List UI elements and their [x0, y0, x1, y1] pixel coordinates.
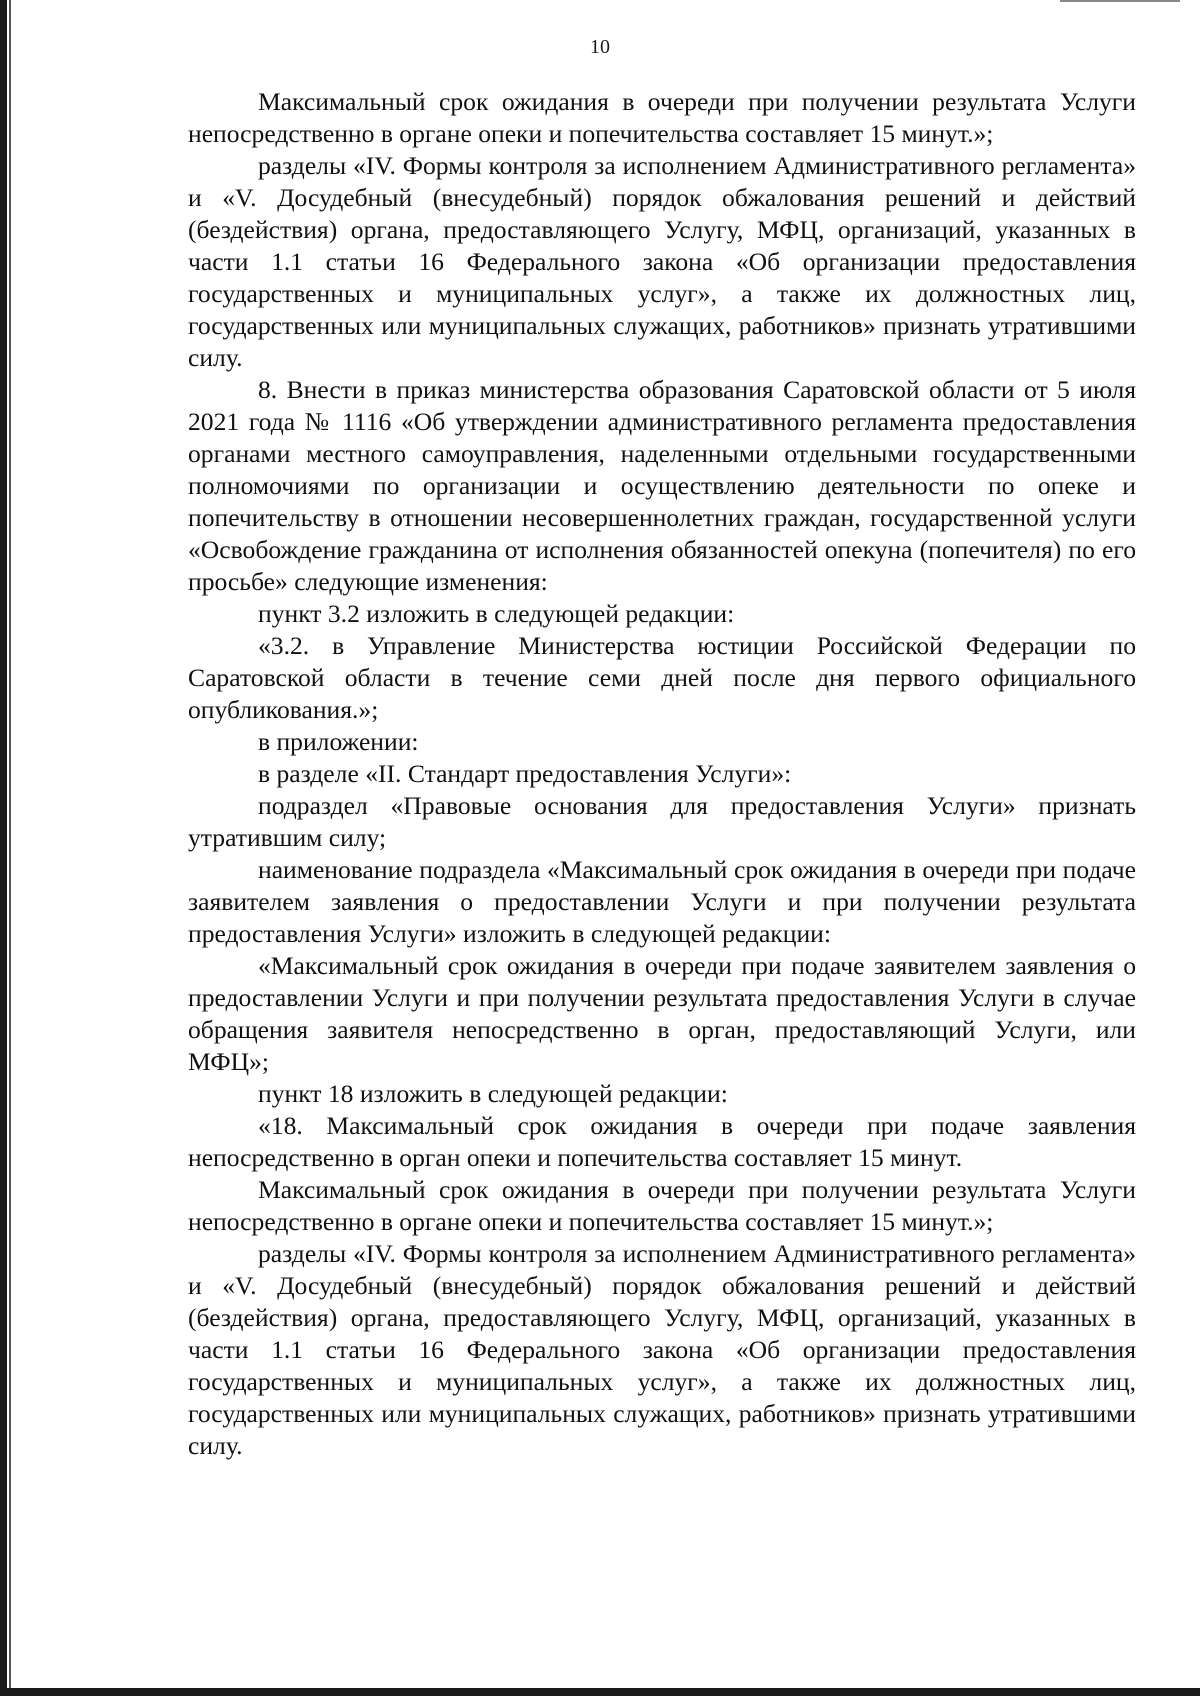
- paragraph: «18. Максимальный срок ожидания в очереди при подаче заявления непосредственно в орган опеки и попечительства составляет 15 минут.: [188, 1111, 1136, 1172]
- scan-border-left: [0, 0, 7, 1696]
- page-number: 10: [590, 36, 610, 58]
- paragraph: наименование подраздела «Максимальный срок ожидания в очереди при подаче заявителем заявления о предоставлении Услуги и при получении результата предоставления Услуги» изложить в следующей редакции:: [188, 855, 1136, 948]
- scan-border-bottom: [0, 1688, 1200, 1696]
- paragraph: подраздел «Правовые основания для предоставления Услуги» признать утратившим силу;: [188, 791, 1136, 852]
- paragraph: «Максимальный срок ожидания в очереди при подаче заявителем заявления о предоставлении Услуги и при получении результата предоставления Услуги в случае обращения заявителя непосредственно в орган, предоставляющий Услуги, или МФЦ»;: [188, 951, 1136, 1076]
- paragraph: в приложении:: [258, 727, 419, 756]
- document-body: [188, 86, 1136, 1462]
- paragraph: Максимальный срок ожидания в очереди при получении результата Услуги непосредственно в органе опеки и попечительства составляет 15 минут.»;: [188, 1175, 1136, 1236]
- paragraph: Максимальный срок ожидания в очереди при получении результата Услуги непосредственно в органе опеки и попечительства составляет 15 минут.»;: [188, 87, 1136, 148]
- scan-border-left-inner: [9, 0, 11, 1696]
- paragraph: разделы «IV. Формы контроля за исполнением Административного регламента» и «V. Досудебный (внесудебный) порядок обжалования решений и действий (бездействия) органа, предоставляющего Услугу, МФЦ, организаций, указанных в части 1.1 статьи 16 Федерального закона «Об организации предоставления государственных и муниципальных услуг», а также их должностных лиц, государственных или муниципальных служащих, работников» признать утратившими силу.: [188, 1239, 1136, 1460]
- paragraph: 8. Внести в приказ министерства образования Саратовской области от 5 июля 2021 года № 1116 «Об утверждении административного регламента предоставления органами местного самоуправления, наделенными отдельными государственными полномочиями по организации и осуществлению деятельности по опеке и попечительству в отношении несовершеннолетних граждан, государственной услуги «Освобождение гражданина от исполнения обязанностей опекуна (попечителя) по его просьбе» следующие изменения:: [188, 375, 1136, 596]
- paragraph: разделы «IV. Формы контроля за исполнением Административного регламента» и «V. Досудебный (внесудебный) порядок обжалования решений и действий (бездействия) органа, предоставляющего Услугу, МФЦ, организаций, указанных в части 1.1 статьи 16 Федерального закона «Об организации предоставления государственных и муниципальных услуг», а также их должностных лиц, государственных или муниципальных служащих, работников» признать утратившими силу.: [188, 151, 1136, 372]
- paragraph: пункт 3.2 изложить в следующей редакции:: [258, 599, 735, 628]
- paragraph: пункт 18 изложить в следующей редакции:: [258, 1079, 728, 1108]
- scan-border-top: [1060, 0, 1180, 2]
- paragraph: «3.2. в Управление Министерства юстиции Российской Федерации по Саратовской области в течение семи дней после дня первого официального опубликования.»;: [188, 631, 1136, 724]
- paragraph: в разделе «II. Стандарт предоставления Услуги»:: [258, 759, 792, 788]
